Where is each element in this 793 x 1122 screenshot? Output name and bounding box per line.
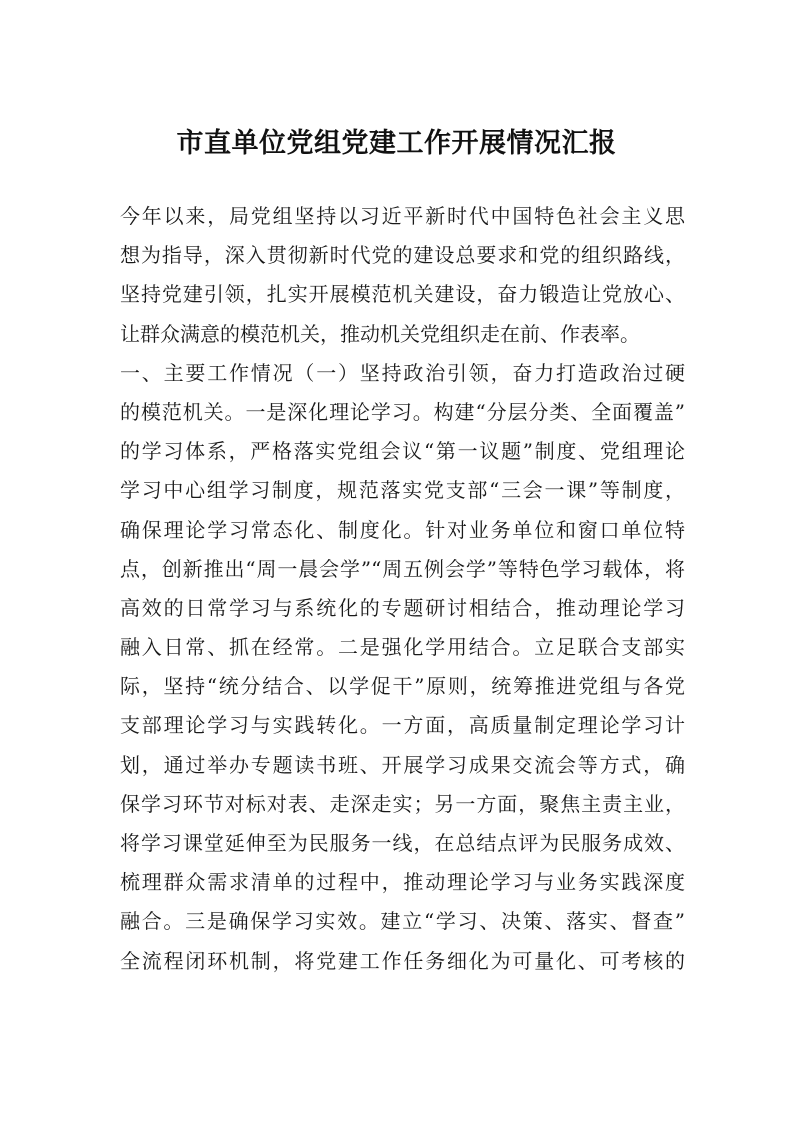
body-line: 一、主要工作情况（一）坚持政治引领，奋力打造政治过硬 (120, 360, 685, 385)
body-line: 际，坚持“统分结合、以学促干”原则，统筹推进党组与各党 (120, 674, 685, 699)
document-body (120, 197, 685, 981)
body-line: 学习中心组学习制度，规范落实党支部“三会一课”等制度， (120, 478, 685, 503)
body-line: 支部理论学习与实践转化。一方面，高质量制定理论学习计 (120, 713, 685, 738)
body-line: 将学习课堂延伸至为民服务一线，在总结点评为民服务成效、 (120, 831, 685, 855)
body-line: 保学习环节对标对表、走深走实；另一方面，聚焦主责主业， (120, 791, 685, 816)
body-line: 高效的日常学习与系统化的专题研讨相结合，推动理论学习 (120, 595, 685, 620)
document-title: 市直单位党组党建工作开展情况汇报 (176, 128, 617, 159)
body-line: 今年以来，局党组坚持以习近平新时代中国特色社会主义思 (120, 204, 685, 228)
body-line: 全流程闭环机制，将党建工作任务细化为可量化、可考核的 (120, 948, 685, 973)
body-line: 点，创新推出“周一晨会学”“周五例会学”等特色学习载体，将 (120, 556, 685, 581)
body-line: 梳理群众需求清单的过程中，推动理论学习与业务实践深度 (120, 870, 685, 895)
body-line: 坚持党建引领，扎实开展模范机关建设，奋力锻造让党放心、 (120, 282, 685, 307)
body-line: 让群众满意的模范机关，推动机关党组织走在前、作表率。 (120, 321, 640, 346)
body-line: 确保理论学习常态化、制度化。针对业务单位和窗口单位特 (120, 517, 685, 542)
body-line: 的学习体系，严格落实党组会议“第一议题”制度、党组理论 (120, 439, 685, 464)
body-line: 的模范机关。一是深化理论学习。构建“分层分类、全面覆盖” (120, 399, 685, 424)
body-line: 融入日常、抓在经常。二是强化学用结合。立足联合支部实 (120, 635, 685, 660)
body-line: 融合。三是确保学习实效。建立“学习、决策、落实、督查” (120, 909, 685, 934)
body-line: 想为指导，深入贯彻新时代党的建设总要求和党的组织路线， (120, 243, 685, 268)
body-line: 划，通过举办专题读书班、开展学习成果交流会等方式，确 (120, 752, 685, 777)
